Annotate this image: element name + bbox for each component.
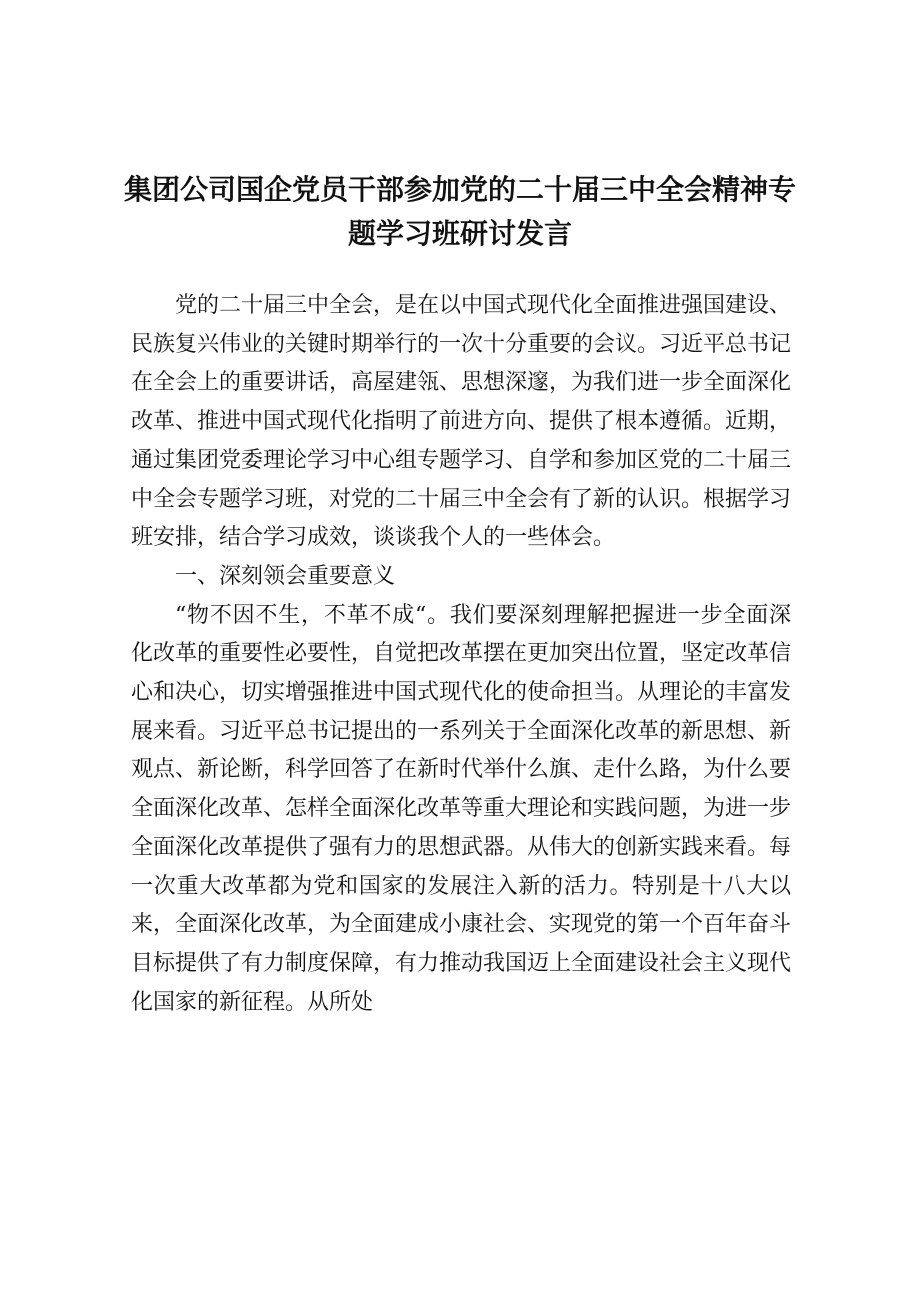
intro-paragraph: 党的二十届三中全会，是在以中国式现代化全面推进强国建设、民族复兴伟业的关键时期举行的一次十分重要的会议。习近平总书记在全会上的重要讲话，高屋建瓴、思想深邃，为我们进一步全面深化改革、推进中国式现代化指明了前进方向、提供了根本遵循。近期，通过集团党委理论学习中心组专题学习、自学和参加区党的二十届三中全会专题学习班，对党的二十届三中全会有了新的认识。根据学习班安排，结合学习成效，谈谈我个人的一些体会。	[131, 293, 792, 551]
document-body	[131, 287, 791, 1022]
section-1-paragraph: “物不因不生，不革不成“。我们要深刻理解把握进一步全面深化改革的重要性必要性，自觉把改革摆在更加突出位置，坚定改革信心和决心，切实增强推进中国式现代化的使命担当。从理论的丰富发展来看。习近平总书记提出的一系列关于全面深化改革的新思想、新观点、新论断，科学回答了在新时代举什么旗、走什么路，为什么要全面深化改革、怎样全面深化改革等重大理论和实践问题，为进一步全面深化改革提供了强有力的思想武器。从伟大的创新实践来看。每一次重大改革都为党和国家的发展注入新的活力。特别是十八大以来，全面深化改革，为全面建成小康社会、实现党的第一个百年奋斗目标提供了有力制度保障，有力推动我国迈上全面建设社会主义现代化国家的新征程。从所处	[131, 602, 792, 1015]
document-title-line-1: 集团公司国企党员干部参加党的二十届三中全会精神专	[123, 173, 796, 206]
document-title-line-2: 题学习班研讨发言	[347, 217, 572, 250]
section-1-heading: 一、深刻领会重要意义	[175, 563, 396, 589]
